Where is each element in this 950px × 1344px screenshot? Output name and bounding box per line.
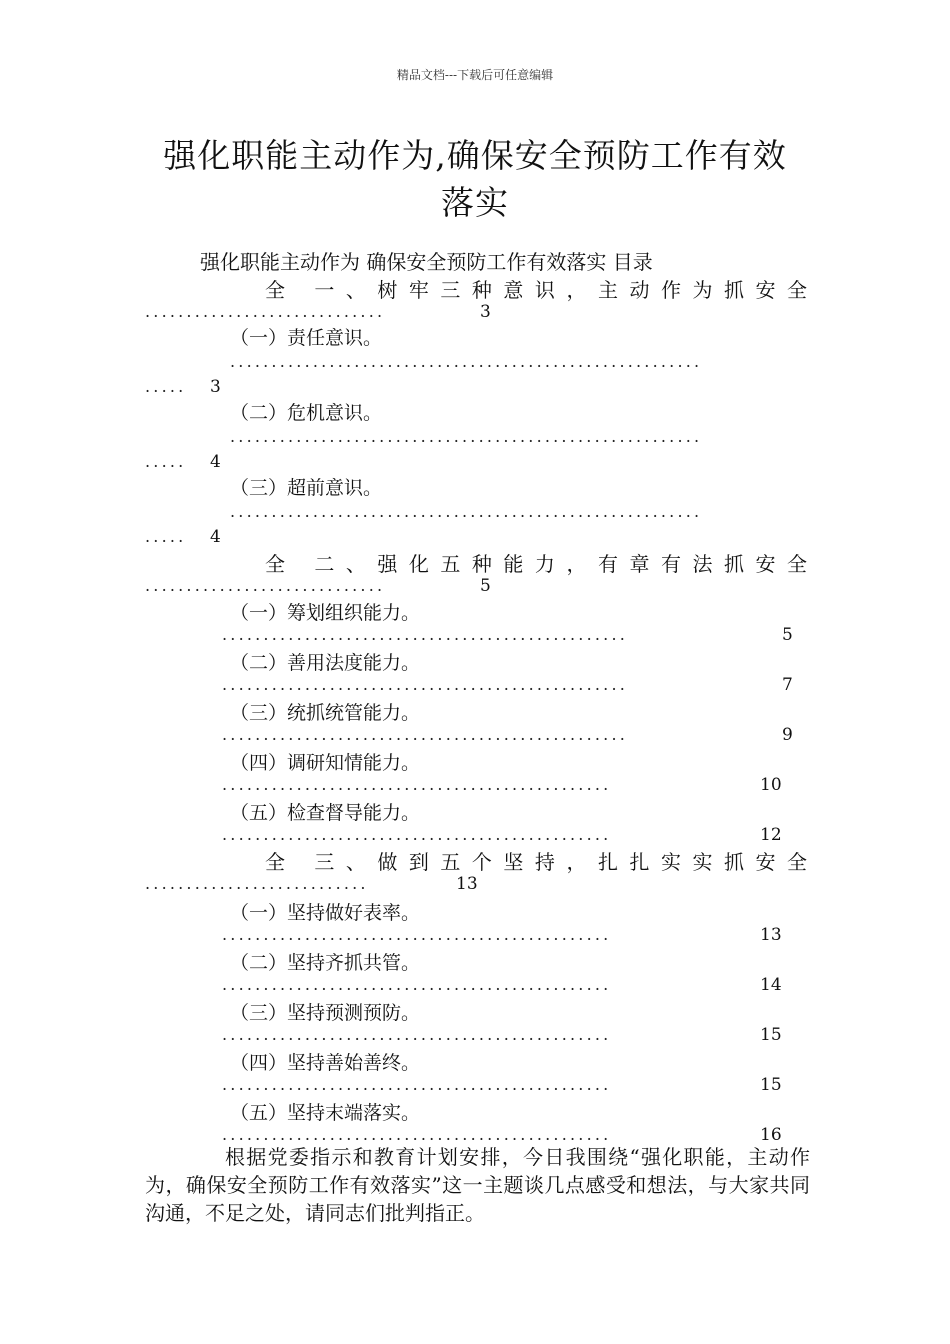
toc-item-3-5: （五）坚持末端落实。 bbox=[230, 1102, 421, 1124]
toc-section-2: 全 二、强化五种能力，有章有法抓安全 bbox=[265, 552, 807, 576]
document-title-line2: 落实 bbox=[441, 183, 509, 222]
toc-page-number: 3 bbox=[480, 302, 491, 322]
toc-page-number: 15 bbox=[760, 1025, 782, 1045]
toc-page-number: 15 bbox=[760, 1075, 782, 1095]
toc-leader-dots: ..... bbox=[145, 527, 187, 546]
toc-leader-dots: ..... bbox=[145, 452, 187, 471]
toc-item-3-3: （三）坚持预测预防。 bbox=[230, 1002, 421, 1024]
page-header: 精品文档---下载后可任意编辑 bbox=[396, 68, 554, 82]
toc-page-number: 12 bbox=[760, 825, 782, 845]
toc-leader-dots: ............................................... bbox=[222, 925, 612, 944]
toc-page-number: 9 bbox=[782, 725, 793, 745]
toc-item-3-1: （一）坚持做好表率。 bbox=[230, 902, 421, 924]
toc-item-2-2: （二）善用法度能力。 bbox=[230, 652, 421, 674]
toc-leader-dots: ............................................... bbox=[222, 775, 612, 794]
toc-leader-dots: ............................................... bbox=[222, 975, 612, 994]
toc-leader-dots: ................................................. bbox=[222, 625, 629, 644]
toc-leader-dots: ............................. bbox=[145, 576, 386, 595]
toc-item-2-3: （三）统抓统管能力。 bbox=[230, 702, 421, 724]
toc-page-number: 7 bbox=[782, 675, 793, 695]
toc-page-number: 4 bbox=[210, 527, 221, 547]
toc-section-3: 全 三、做到五个坚持，扎扎实实抓安全 bbox=[265, 850, 807, 874]
toc-item-2-1: （一）筹划组织能力。 bbox=[230, 602, 421, 624]
toc-item-2-4: （四）调研知情能力。 bbox=[230, 752, 421, 774]
toc-section-1: 全 一、树牢三种意识，主动作为抓安全 bbox=[265, 278, 807, 302]
toc-page-number: 3 bbox=[210, 377, 221, 397]
toc-leader-dots: ........................... bbox=[145, 874, 369, 893]
toc-page-number: 5 bbox=[782, 625, 793, 645]
toc-item-2-5: （五）检查督导能力。 bbox=[230, 802, 421, 824]
toc-leader-dots: ................................................. bbox=[222, 725, 629, 744]
toc-leader-dots: ......................................................... bbox=[230, 427, 703, 446]
toc-leader-dots: ............................. bbox=[145, 302, 386, 321]
toc-leader-dots: ................................................. bbox=[222, 675, 629, 694]
toc-page-number: 4 bbox=[210, 452, 221, 472]
toc-leader-dots: ..... bbox=[145, 377, 187, 396]
intro-paragraph: 根据党委指示和教育计划安排，今日我围绕“强化职能，主动作为，确保安全预防工作有效落实”这一主题谈几点感受和想法，与大家共同沟通，不足之处，请同志们批判指正。 bbox=[145, 1145, 810, 1225]
toc-item-1-3: （三）超前意识。 bbox=[230, 477, 383, 499]
toc-leader-dots: ......................................................... bbox=[230, 502, 703, 521]
toc-page-number: 5 bbox=[480, 576, 491, 596]
toc-page-number: 16 bbox=[760, 1125, 782, 1145]
toc-page-number: 13 bbox=[760, 925, 782, 945]
toc-leader-dots: ......................................................... bbox=[230, 352, 703, 371]
toc-leader-dots: ............................................... bbox=[222, 1125, 612, 1144]
toc-item-1-1: （一）责任意识。 bbox=[230, 327, 383, 349]
toc-item-3-4: （四）坚持善始善终。 bbox=[230, 1052, 421, 1074]
toc-page-number: 10 bbox=[760, 775, 782, 795]
document-title-line1: 强化职能主动作为,确保安全预防工作有效 bbox=[163, 136, 787, 175]
toc-leader-dots: ............................................... bbox=[222, 1025, 612, 1044]
toc-item-1-2: （二）危机意识。 bbox=[230, 402, 383, 424]
toc-leader-dots: ............................................... bbox=[222, 825, 612, 844]
toc-item-3-2: （二）坚持齐抓共管。 bbox=[230, 952, 421, 974]
toc-leader-dots: ............................................... bbox=[222, 1075, 612, 1094]
toc-heading: 强化职能主动作为 确保安全预防工作有效落实 目录 bbox=[200, 250, 653, 274]
toc-page-number: 13 bbox=[456, 874, 478, 894]
toc-page-number: 14 bbox=[760, 975, 782, 995]
